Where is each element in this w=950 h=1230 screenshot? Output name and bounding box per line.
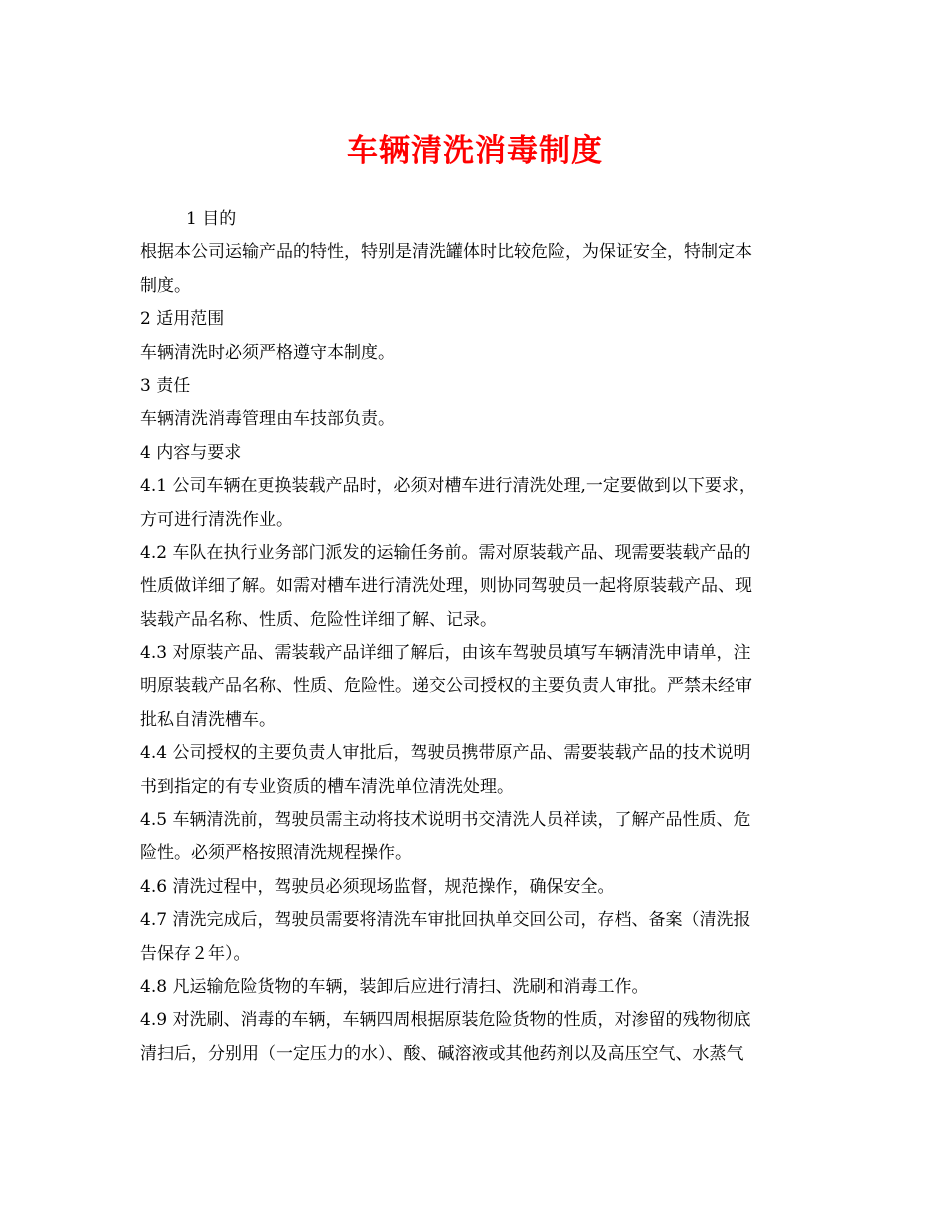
paragraph-line: 险性。必须严格按照清洗规程操作。 bbox=[140, 843, 412, 864]
section-heading-purpose: 1 目的 bbox=[186, 209, 237, 229]
paragraph-line: 4.4 公司授权的主要负责人审批后，驾驶员携带原产品、需要装载产品的技术说明 bbox=[140, 743, 751, 764]
paragraph-line: 告保存２年）。 bbox=[140, 943, 251, 964]
section-heading-requirements: 4 内容与要求 bbox=[140, 442, 242, 463]
paragraph-line: 4.9 对洗刷、消毒的车辆，车辆四周根据原装危险货物的性质，对渗留的残物彻底 bbox=[140, 1010, 751, 1031]
paragraph-line: 4.5 车辆清洗前，驾驶员需主动将技术说明书交清洗人员祥读，了解产品性质、危 bbox=[140, 810, 751, 831]
paragraph-line: 方可进行清洗作业。 bbox=[140, 509, 293, 530]
paragraph-line: 4.3 对原装产品、需装载产品详细了解后，由该车驾驶员填写车辆清洗申请单，注 bbox=[140, 643, 751, 664]
paragraph-line: 清扫后，分别用（一定压力的水）、酸、碱溶液或其他药剂以及高压空气、水蒸气 bbox=[140, 1043, 744, 1064]
paragraph-line: 装载产品名称、性质、危险性详细了解、记录。 bbox=[140, 609, 497, 630]
paragraph-line: 4.8 凡运输危险货物的车辆，装卸后应进行清扫、洗刷和消毒工作。 bbox=[140, 976, 649, 997]
paragraph-line: 书到指定的有专业资质的槽车清洗单位清洗处理。 bbox=[140, 776, 514, 797]
paragraph-line: 根据本公司运输产品的特性，特别是清洗罐体时比较危险，为保证安全，特制定本 bbox=[140, 242, 752, 263]
paragraph-line: 性质做详细了解。如需对槽车进行清洗处理，则协同驾驶员一起将原装载产品、现 bbox=[140, 576, 752, 597]
document-title: 车辆清洗消毒制度 bbox=[347, 133, 603, 169]
section-heading-scope: 2 适用范围 bbox=[140, 309, 225, 330]
paragraph-line: 4.1 公司车辆在更换装载产品时，必须对槽车进行清洗处理,一定要做到以下要求， bbox=[140, 476, 756, 497]
paragraph-line: 4.2 车队在执行业务部门派发的运输任务前。需对原装载产品、现需要装载产品的 bbox=[140, 542, 751, 563]
document-body bbox=[140, 203, 816, 1071]
paragraph-line: 车辆清洗消毒管理由车技部负责。 bbox=[140, 409, 395, 430]
paragraph-line: 制度。 bbox=[140, 275, 191, 296]
paragraph-line: 车辆清洗时必须严格遵守本制度。 bbox=[140, 342, 395, 363]
paragraph-line: 4.7 清洗完成后，驾驶员需要将清洗车审批回执单交回公司，存档、备案（清洗报 bbox=[140, 910, 751, 931]
section-heading-responsibility: 3 责任 bbox=[140, 375, 191, 396]
paragraph-line: 批私自清洗槽车。 bbox=[140, 709, 276, 730]
paragraph-line: 4.6 清洗过程中，驾驶员必须现场监督，规范操作，确保安全。 bbox=[140, 876, 615, 897]
paragraph-line: 明原装载产品名称、性质、危险性。递交公司授权的主要负责人审批。严禁未经审 bbox=[140, 676, 752, 697]
